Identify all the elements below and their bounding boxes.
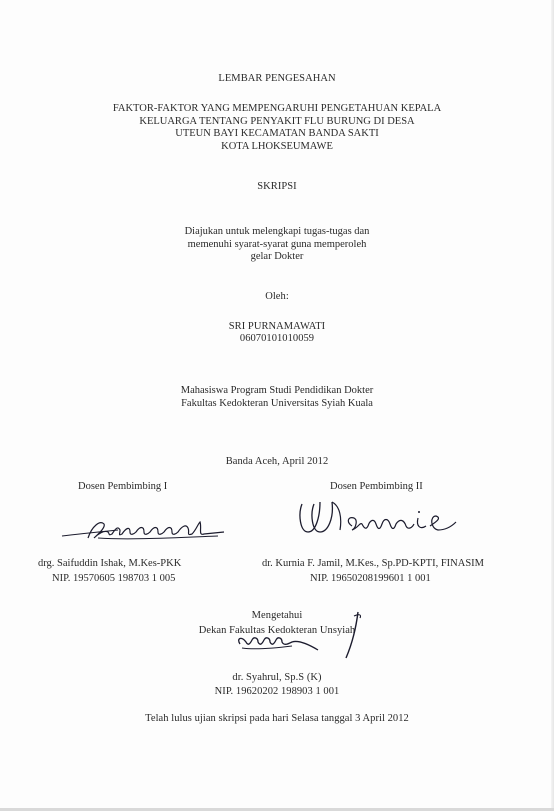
purpose-line: gelar Dokter <box>250 251 304 262</box>
supervisor1-nip: NIP. 19570605 198703 1 005 <box>52 573 176 584</box>
supervisor2-signature <box>296 496 466 542</box>
supervisor2-role: Dosen Pembimbing II <box>330 481 423 492</box>
supervisor2-nip: NIP. 19650208199601 1 001 <box>310 573 431 584</box>
exam-statement: Telah lulus ujian skripsi pada hari Selasa tanggal 3 April 2012 <box>145 713 409 724</box>
supervisor1-role: Dosen Pembimbing I <box>78 481 168 492</box>
dean-signature <box>236 608 366 668</box>
document-type: SKRIPSI <box>257 181 297 192</box>
purpose-line: Diajukan untuk melengkapi tugas-tugas dan <box>184 226 370 237</box>
program-line: Fakultas Kedokteran Universitas Syiah Kuala <box>181 397 373 409</box>
title-line: KOTA LHOKSEUMAWE <box>221 140 333 152</box>
title-line: KELUARGA TENTANG PENYAKIT FLU BURUNG DI DESA <box>139 115 415 127</box>
dean-nip: NIP. 19620202 198903 1 001 <box>214 686 340 697</box>
title-line: FAKTOR-FAKTOR YANG MEMPENGARUHI PENGETAHUAN KEPALA <box>112 103 442 114</box>
dean-title: Dekan Fakultas Kedokteran Unsyiah <box>198 625 356 636</box>
place-date: Banda Aceh, April 2012 <box>225 456 329 467</box>
author-id: 06070101010059 <box>239 333 315 344</box>
by-label: Oleh: <box>265 291 289 302</box>
supervisor2-name: dr. Kurnia F. Jamil, M.Kes., Sp.PD-KPTI, FINASIM <box>262 558 485 569</box>
document-heading: LEMBAR PENGESAHAN <box>218 73 336 84</box>
supervisor1-name: drg. Saifuddin Ishak, M.Kes-PKK <box>38 558 182 569</box>
acknowledged-label: Mengetahui <box>251 610 303 621</box>
thesis-title <box>0 103 554 153</box>
supervisor1-signature <box>58 512 228 548</box>
author-name: SRI PURNAMAWATI <box>228 321 326 332</box>
title-line: UTEUN BAYI KECAMATAN BANDA SAKTI <box>175 128 379 139</box>
dean-name: dr. Syahrul, Sp.S (K) <box>232 672 322 683</box>
program-line: Mahasiswa Program Studi Pendidikan Dokter <box>180 385 374 396</box>
purpose-line: memenuhi syarat-syarat guna memperoleh <box>187 238 367 250</box>
purpose-statement <box>0 226 554 264</box>
program-info <box>0 385 554 410</box>
